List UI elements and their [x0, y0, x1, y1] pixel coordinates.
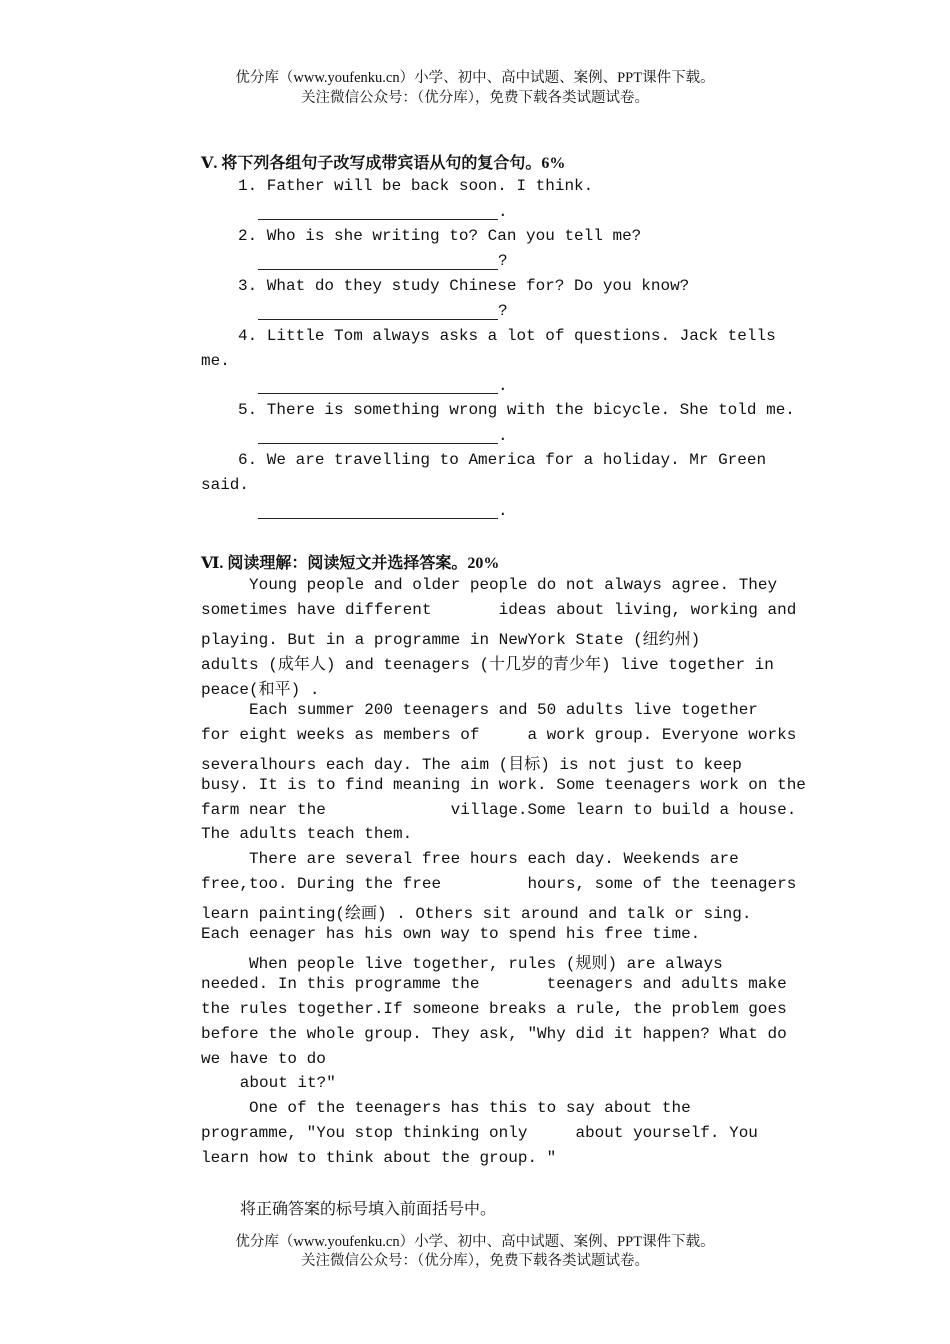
passage-line: sometimes have different ideas about living, working and [201, 601, 797, 619]
question-2: 2. Who is she writing to? Can you tell me? [238, 227, 642, 245]
answer-punct-5: . [498, 427, 508, 445]
passage-line: severalhours each day. The aim (目标) is not just to keep [201, 756, 742, 774]
answer-blank-3[interactable] [258, 319, 498, 320]
section-6-title: Ⅵ. 阅读理解：阅读短文并选择答案。20% [201, 555, 500, 572]
passage-line: learn how to think about the group. " [201, 1149, 557, 1167]
passage-line: Each summer 200 teenagers and 50 adults live together [201, 701, 758, 719]
passage-line: for eight weeks as members of a work group. Everyone works [201, 726, 797, 744]
question-5: 5. There is something wrong with the bicycle. She told me. [238, 401, 795, 419]
question-1: 1. Father will be back soon. I think. [238, 177, 594, 195]
passage-line: Young people and older people do not always agree. They [201, 576, 778, 594]
footer-line-2: 关注微信公众号：（优分库），免费下载各类试题试卷。 [301, 1253, 649, 1269]
passage-line: about it?" [211, 1074, 336, 1092]
question-6-continuation: said. [201, 476, 250, 494]
answer-blank-1[interactable] [258, 219, 498, 220]
passage-line: There are several free hours each day. Weekends are [201, 850, 739, 868]
answer-punct-1: . [498, 203, 508, 221]
passage-line: the rules together.If someone breaks a rule, the problem goes [201, 1000, 787, 1018]
passage-line: Each eenager has his own way to spend his free time. [201, 925, 701, 943]
header-line-2: 关注微信公众号：（优分库），免费下载各类试题试卷。 [301, 90, 649, 106]
question-4-continuation: me. [201, 352, 230, 370]
header-line-1: 优分库（www.youfenku.cn）小学、初中、高中试题、案例、PPT课件下载。 [235, 70, 715, 86]
passage-line: One of the teenagers has this to say about the [201, 1099, 691, 1117]
answer-blank-4[interactable] [258, 393, 498, 394]
passage-line: needed. In this programme the teenagers and adults make [201, 975, 787, 993]
answer-punct-3: ? [498, 302, 508, 320]
question-4: 4. Little Tom always asks a lot of questions. Jack tells [238, 327, 776, 345]
passage-line: programme, "You stop thinking only about yourself. You [201, 1124, 758, 1142]
passage-line: The adults teach them. [201, 825, 413, 843]
passage-line: adults (成年人) and teenagers (十几岁的青少年) live together in [201, 656, 774, 674]
passage-line: peace(和平) . [201, 681, 320, 699]
answer-blank-5[interactable] [258, 443, 498, 444]
passage-line: free,too. During the free hours, some of the teenagers [201, 875, 797, 893]
answer-blank-6[interactable] [258, 518, 498, 519]
passage-line: learn painting(绘画) . Others sit around and talk or sing. [201, 905, 752, 923]
passage-line: When people live together, rules (规则) are always [201, 955, 723, 973]
question-6: 6. We are travelling to America for a holiday. Mr Green [238, 451, 767, 469]
passage-line: busy. It is to find meaning in work. Some teenagers work on the [201, 776, 806, 794]
passage-line: we have to do [201, 1050, 326, 1068]
answer-instruction: 将正确答案的标号填入前面括号中。 [240, 1201, 497, 1218]
answer-punct-6: . [498, 502, 508, 520]
answer-punct-2: ? [498, 252, 508, 270]
passage-line: before the whole group. They ask, "Why did it happen? What do [201, 1025, 787, 1043]
answer-punct-4: . [498, 377, 508, 395]
answer-blank-2[interactable] [258, 269, 498, 270]
passage-line: farm near the village.Some learn to build a house. [201, 801, 797, 819]
question-3: 3. What do they study Chinese for? Do you know? [238, 277, 690, 295]
section-5-title: Ⅴ. 将下列各组句子改写成带宾语从句的复合句。6% [201, 155, 566, 172]
footer-line-1: 优分库（www.youfenku.cn）小学、初中、高中试题、案例、PPT课件下载。 [235, 1234, 715, 1250]
passage-line: playing. But in a programme in NewYork State (纽约州) [201, 631, 701, 649]
